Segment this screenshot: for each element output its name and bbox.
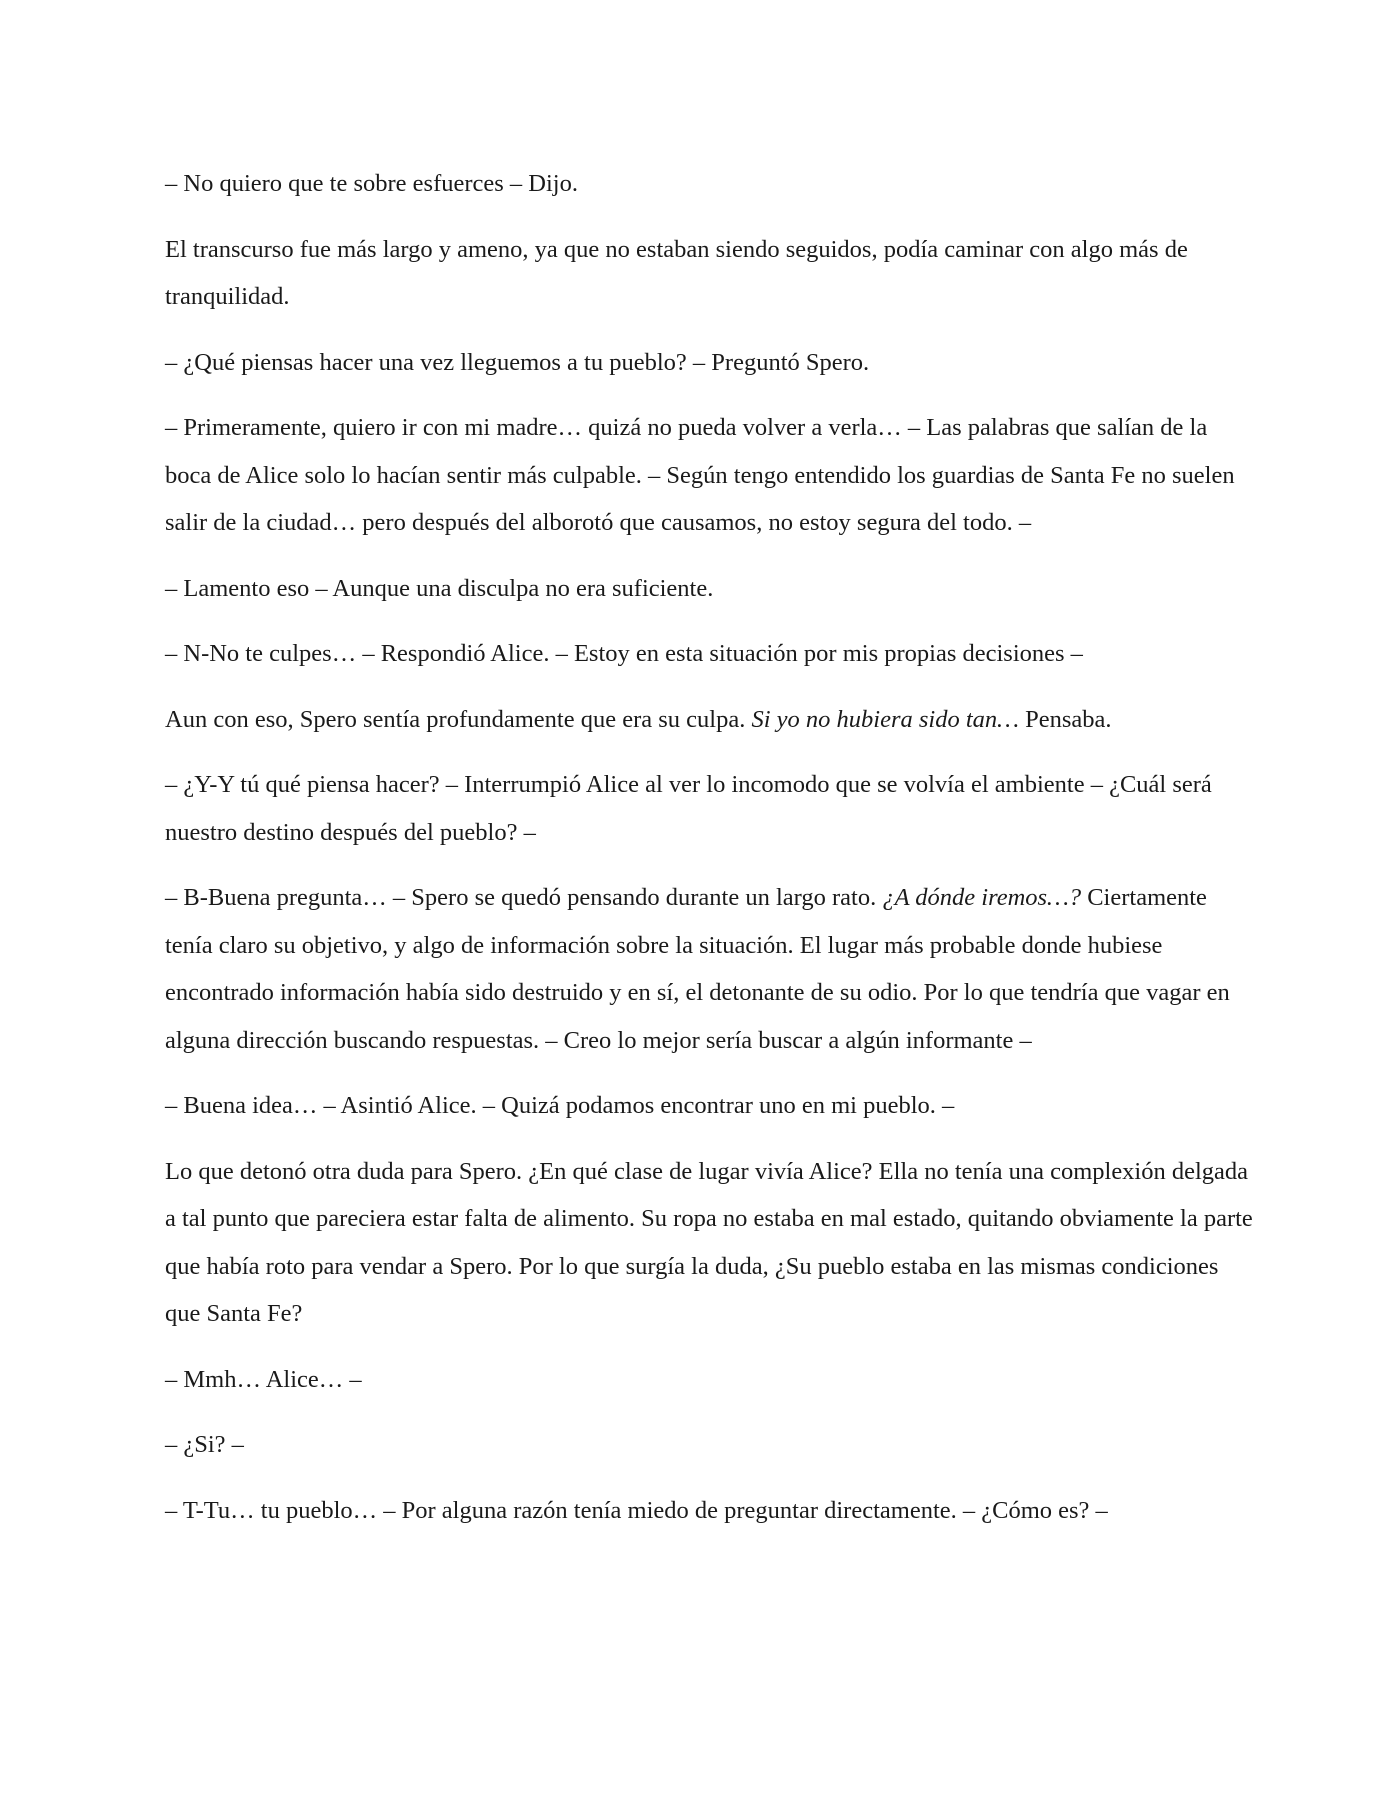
paragraph-text: – ¿Qué piensas hacer una vez lleguemos a tu pueblo? – Preguntó Spero.: [165, 348, 870, 376]
paragraph-text: – Primeramente, quiero ir con mi madre… quizá no pueda volver a verla… – Las palabras que salían de la boca de Alice solo lo hacían sentir más culpable. – Según tengo entendido los guardias de Santa Fe no suelen salir de la ciudad… pero después del alborotó que causamos, no estoy segura del todo. –: [165, 414, 1235, 536]
paragraph-1: [165, 160, 1255, 208]
paragraph-text: Aun con eso, Spero sentía profundamente que era su culpa.: [165, 705, 752, 733]
italic-thought: Si yo no hubiera sido tan…: [751, 705, 1019, 733]
paragraph-5: [165, 565, 1255, 613]
paragraph-8: [165, 761, 1255, 856]
paragraph-11: [165, 1148, 1255, 1338]
paragraph-text: – Lamento eso – Aunque una disculpa no era suficiente.: [165, 574, 714, 602]
paragraph-9: [165, 874, 1255, 1064]
paragraph-text: Ciertamente tenía claro su objetivo, y algo de información sobre la situación. El lugar más probable donde hubiese encontrado información había sido destruido y en sí, el detonante de su odio. Por lo que tendría que vagar en alguna dirección buscando respuestas. – Creo lo mejor sería buscar a algún informante –: [165, 884, 1230, 1054]
paragraph-text: Pensaba.: [1018, 705, 1112, 733]
document-body: [165, 160, 1255, 1552]
paragraph-12: [165, 1356, 1255, 1404]
paragraph-text: – ¿Si? –: [165, 1431, 244, 1458]
paragraph-10: [165, 1082, 1255, 1130]
paragraph-text: El transcurso fue más largo y ameno, ya que no estaban siendo seguidos, podía caminar con algo más de tranquilidad.: [165, 235, 1188, 310]
italic-thought: ¿A dónde iremos…?: [882, 884, 1082, 911]
paragraph-text: – T-Tu… tu pueblo… – Por alguna razón tenía miedo de preguntar directamente. – ¿Cómo es? –: [165, 1496, 1108, 1524]
paragraph-4: [165, 404, 1255, 547]
paragraph-text: – No quiero que te sobre esfuerces – Dijo.: [165, 170, 578, 197]
paragraph-13: [165, 1421, 1255, 1469]
paragraph-6: [165, 630, 1255, 678]
paragraph-2: [165, 226, 1255, 321]
paragraph-text: – B-Buena pregunta… – Spero se quedó pensando durante un largo rato.: [165, 884, 883, 911]
paragraph-text: Lo que detonó otra duda para Spero. ¿En qué clase de lugar vivía Alice? Ella no tenía una complexión delgada a tal punto que pareciera estar falta de alimento. Su ropa no estaba en mal estado, quitando obviamente la parte que había roto para vendar a Spero. Por lo que surgía la duda, ¿Su pueblo estaba en las mismas condiciones que Santa Fe?: [165, 1157, 1253, 1327]
paragraph-3: [165, 339, 1255, 387]
paragraph-text: – N-No te culpes… – Respondió Alice. – Estoy en esta situación por mis propias decisiones –: [165, 640, 1083, 667]
paragraph-14: [165, 1487, 1255, 1535]
paragraph-text: – Buena idea… – Asintió Alice. – Quizá podamos encontrar uno en mi pueblo. –: [165, 1092, 955, 1119]
paragraph-7: [165, 696, 1255, 744]
paragraph-text: – ¿Y-Y tú qué piensa hacer? – Interrumpió Alice al ver lo incomodo que se volvía el ambiente – ¿Cuál será nuestro destino después del pueblo? –: [165, 771, 1212, 846]
paragraph-text: – Mmh… Alice… –: [165, 1365, 362, 1393]
